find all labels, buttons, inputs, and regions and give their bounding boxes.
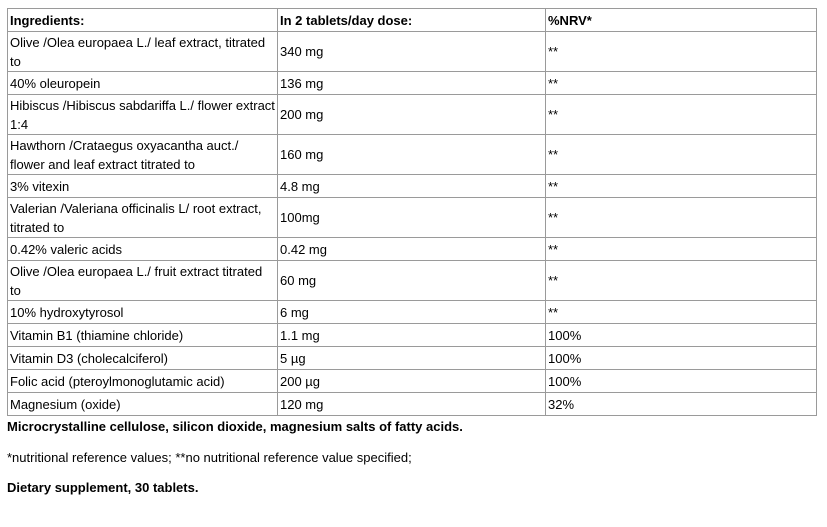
nrv-cell: ** <box>546 135 817 175</box>
table-header-row <box>8 9 817 32</box>
nrv-cell: 100% <box>546 370 817 393</box>
nrv-cell: 32% <box>546 393 817 416</box>
ingredients-table <box>7 8 817 416</box>
table-row <box>8 324 817 347</box>
dose-cell: 1.1 mg <box>278 324 546 347</box>
table-row <box>8 301 817 324</box>
table-row <box>8 135 817 175</box>
table-row <box>8 198 817 238</box>
table-row <box>8 32 817 72</box>
dose-cell: 340 mg <box>278 32 546 72</box>
ingredient-cell: 0.42% valeric acids <box>8 238 278 261</box>
dose-cell: 60 mg <box>278 261 546 301</box>
ingredient-cell: Folic acid (pteroylmonoglutamic acid) <box>8 370 278 393</box>
ingredient-cell: Magnesium (oxide) <box>8 393 278 416</box>
nrv-footnote: *nutritional reference values; **no nutritional reference value specified; <box>7 450 412 465</box>
table-row <box>8 261 817 301</box>
header-ingredients: Ingredients: <box>8 9 278 32</box>
ingredient-cell: Olive /Olea europaea L./ leaf extract, titrated to <box>8 32 278 72</box>
ingredient-cell: 40% oleuropein <box>8 72 278 95</box>
table-row <box>8 238 817 261</box>
dose-cell: 4.8 mg <box>278 175 546 198</box>
ingredient-cell: 10% hydroxytyrosol <box>8 301 278 324</box>
ingredient-cell: 3% vitexin <box>8 175 278 198</box>
table-body <box>8 32 817 416</box>
nrv-cell: ** <box>546 261 817 301</box>
dose-cell: 100mg <box>278 198 546 238</box>
dose-cell: 6 mg <box>278 301 546 324</box>
table-row <box>8 347 817 370</box>
ingredient-cell: Vitamin D3 (cholecalciferol) <box>8 347 278 370</box>
dose-cell: 200 mg <box>278 95 546 135</box>
table-row <box>8 393 817 416</box>
nrv-cell: ** <box>546 175 817 198</box>
nrv-cell: ** <box>546 198 817 238</box>
ingredient-cell: Olive /Olea europaea L./ fruit extract titrated to <box>8 261 278 301</box>
dose-cell: 136 mg <box>278 72 546 95</box>
ingredient-cell: Vitamin B1 (thiamine chloride) <box>8 324 278 347</box>
ingredient-cell: Hawthorn /Crataegus oxyacantha auct./ flower and leaf extract titrated to <box>8 135 278 175</box>
table-row <box>8 175 817 198</box>
nrv-cell: ** <box>546 301 817 324</box>
dose-cell: 5 µg <box>278 347 546 370</box>
excipients-text: Microcrystalline cellulose, silicon dioxide, magnesium salts of fatty acids. <box>7 419 463 434</box>
table-row <box>8 370 817 393</box>
dose-cell: 200 µg <box>278 370 546 393</box>
header-dose: In 2 tablets/day dose: <box>278 9 546 32</box>
nrv-cell: ** <box>546 238 817 261</box>
nrv-cell: 100% <box>546 324 817 347</box>
table-row <box>8 72 817 95</box>
dose-cell: 120 mg <box>278 393 546 416</box>
ingredient-cell: Valerian /Valeriana officinalis L/ root extract, titrated to <box>8 198 278 238</box>
table-row <box>8 95 817 135</box>
product-description: Dietary supplement, 30 tablets. <box>7 480 199 495</box>
nrv-cell: 100% <box>546 347 817 370</box>
header-nrv: %NRV* <box>546 9 817 32</box>
dose-cell: 0.42 mg <box>278 238 546 261</box>
ingredient-cell: Hibiscus /Hibiscus sabdariffa L./ flower extract 1:4 <box>8 95 278 135</box>
nrv-cell: ** <box>546 32 817 72</box>
supplement-facts <box>7 8 816 496</box>
nrv-cell: ** <box>546 95 817 135</box>
nrv-cell: ** <box>546 72 817 95</box>
dose-cell: 160 mg <box>278 135 546 175</box>
